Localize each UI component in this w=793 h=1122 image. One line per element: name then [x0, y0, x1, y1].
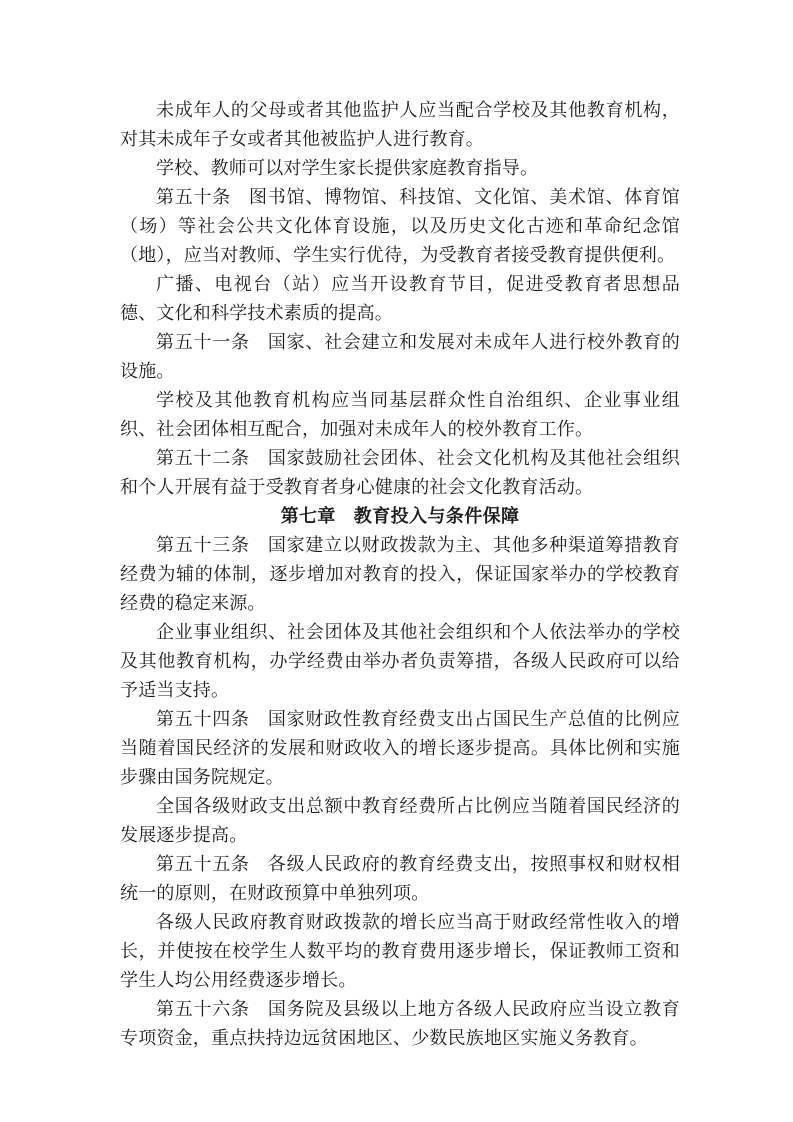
chapter-title: 教育投入与条件保障	[353, 506, 520, 527]
article-number: 第五十四条	[156, 709, 250, 730]
article-54	[120, 705, 680, 792]
article-55	[120, 850, 680, 908]
paragraph-text: 各级人民政府的教育经费支出，按照事权和财权相统一的原则，在财政预算中单独列项。	[120, 854, 680, 904]
article-number: 第五十三条	[156, 535, 250, 556]
paragraph-text: 国家鼓励社会团体、社会文化机构及其他社会组织和个人开展有益于受教育者身心健康的社会文化教育活动。	[120, 448, 680, 498]
paragraph-text: 国家、社会建立和发展对未成年人进行校外教育的设施。	[120, 332, 680, 382]
paragraph-text: 各级人民政府教育财政拨款的增长应当高于财政经常性收入的增长，并使按在校学生人数平均的教育费用逐步增长，保证教师工资和学生人均公用经费逐步增长。	[120, 912, 680, 991]
paragraph-text: 图书馆、博物馆、科技馆、文化馆、美术馆、体育馆（场）等社会公共文化体育设施，以及历史文化古迹和革命纪念馆（地），应当对教师、学生实行优待，为受教育者接受教育提供便利。	[120, 187, 680, 266]
paragraph-text: 企业事业组织、社会团体及其他社会组织和个人依法举办的学校及其他教育机构，办学经费由举办者负责筹措，各级人民政府可以给予适当支持。	[120, 622, 680, 701]
paragraph	[120, 908, 680, 995]
article-50	[120, 183, 680, 270]
paragraph	[120, 792, 680, 850]
article-number: 第五十一条	[156, 332, 250, 353]
article-number: 第五十二条	[156, 448, 250, 469]
paragraph-text: 全国各级财政支出总额中教育经费所占比例应当随着国民经济的发展逐步提高。	[120, 796, 680, 846]
paragraph	[120, 270, 680, 328]
paragraph-text: 国家建立以财政拨款为主、其他多种渠道筹措教育经费为辅的体制，逐步增加对教育的投入，保证国家举办的学校教育经费的稳定来源。	[120, 535, 680, 614]
article-51	[120, 328, 680, 386]
paragraph-text: 国家财政性教育经费支出占国民生产总值的比例应当随着国民经济的发展和财政收入的增长逐步提高。具体比例和实施步骤由国务院规定。	[120, 709, 680, 788]
chapter-heading	[120, 502, 680, 531]
paragraph	[120, 386, 680, 444]
paragraph-text: 国务院及县级以上地方各级人民政府应当设立教育专项资金，重点扶持边远贫困地区、少数民族地区实施义务教育。	[120, 999, 680, 1049]
article-number: 第五十五条	[156, 854, 250, 875]
article-53	[120, 531, 680, 618]
article-number: 第五十条	[156, 187, 232, 208]
paragraph-text: 未成年人的父母或者其他监护人应当配合学校及其他教育机构，对其未成年子女或者其他被监护人进行教育。	[120, 100, 680, 150]
article-number: 第五十六条	[156, 999, 250, 1020]
article-56	[120, 995, 680, 1053]
paragraph-text: 学校及其他教育机构应当同基层群众性自治组织、企业事业组织、社会团体相互配合，加强对未成年人的校外教育工作。	[120, 390, 680, 440]
paragraph	[120, 154, 680, 183]
paragraph-text: 广播、电视台（站）应当开设教育节目，促进受教育者思想品德、文化和科学技术素质的提高。	[120, 274, 680, 324]
paragraph	[120, 618, 680, 705]
paragraph	[120, 96, 680, 154]
paragraph-text: 学校、教师可以对学生家长提供家庭教育指导。	[156, 158, 539, 179]
chapter-number: 第七章	[280, 506, 336, 527]
article-52	[120, 444, 680, 502]
document-page	[120, 96, 680, 1053]
